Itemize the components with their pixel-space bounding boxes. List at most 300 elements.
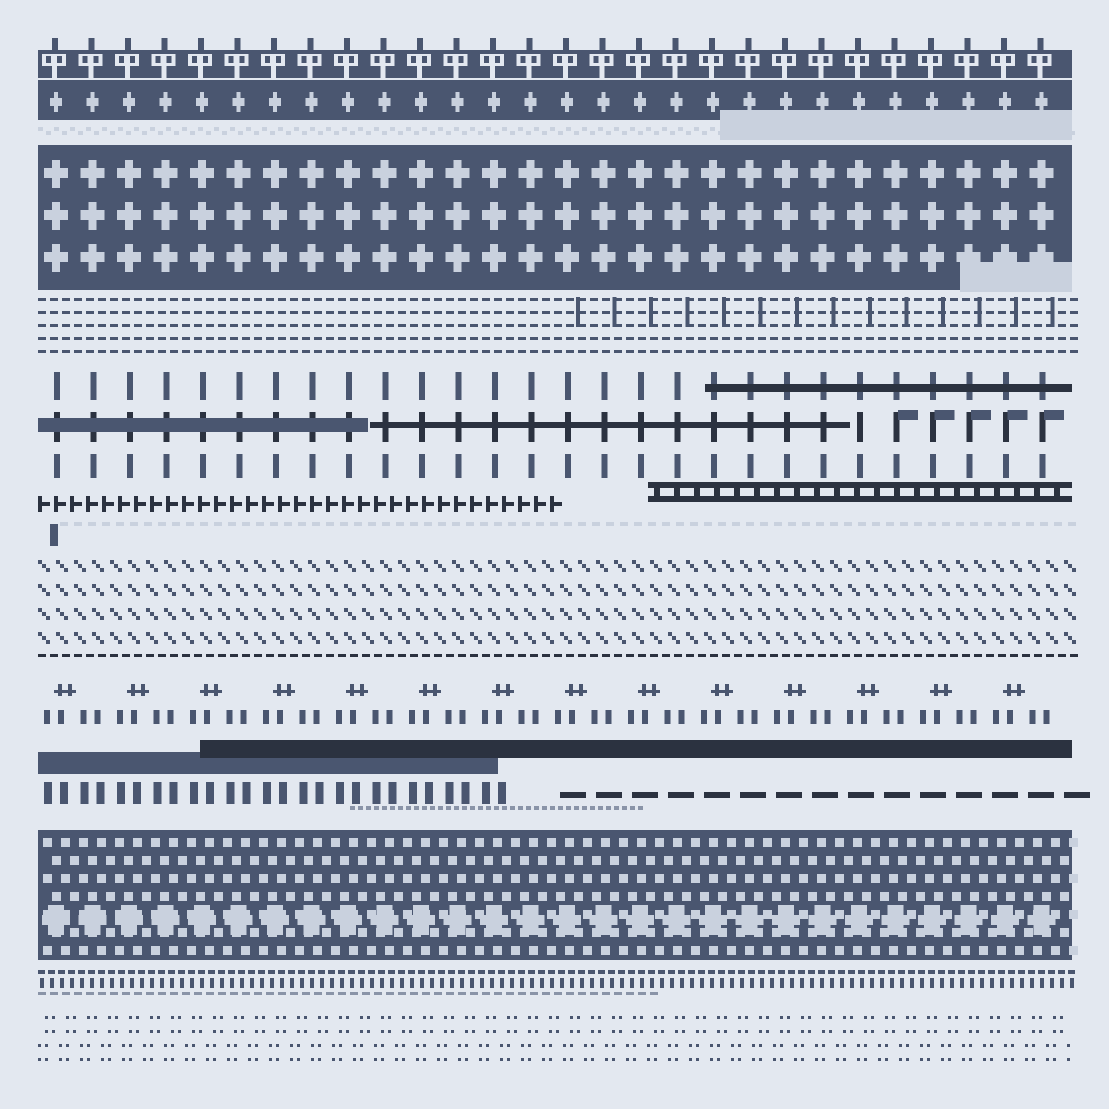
- wave-motif: [701, 710, 707, 724]
- checker-motif: [151, 874, 160, 883]
- checker-motif: [862, 856, 871, 865]
- dot-motif: [564, 522, 572, 526]
- dash-motif: [314, 337, 322, 340]
- arrow-motif: [1028, 632, 1032, 636]
- dot-motif: [402, 1016, 405, 1019]
- cross-motif: [738, 168, 762, 178]
- arrow-motif: [208, 568, 212, 572]
- dot-motif: [801, 1030, 804, 1033]
- dash-motif: [422, 654, 430, 657]
- dash-motif: [338, 350, 346, 353]
- dash-motif: [950, 350, 958, 353]
- tree-motif: [965, 38, 971, 52]
- dash-motif: [1034, 350, 1042, 353]
- dash-motif: [302, 298, 310, 301]
- arrow-motif: [60, 612, 64, 616]
- dash-motif: [1028, 792, 1054, 798]
- arrow-motif: [560, 632, 564, 636]
- dash-motif: [746, 311, 754, 314]
- arrow-motif: [452, 608, 456, 612]
- dot-motif: [381, 1044, 384, 1047]
- dot-motif: [878, 970, 885, 974]
- arrow-motif: [240, 636, 244, 640]
- cross-motif: [957, 252, 981, 262]
- arrow-motif: [456, 636, 460, 640]
- arrow-motif: [298, 568, 302, 572]
- arrow-motif: [488, 584, 492, 588]
- dot-motif: [130, 978, 134, 988]
- checker-motif: [763, 874, 772, 883]
- arrow-motif: [434, 608, 438, 612]
- arrow-motif: [920, 560, 924, 564]
- dot-motif: [234, 1058, 237, 1061]
- arrow-motif: [96, 636, 100, 640]
- checker-motif: [664, 892, 673, 901]
- dot-motif: [906, 1044, 909, 1047]
- dot-motif: [80, 978, 84, 988]
- arrow-motif: [884, 584, 888, 588]
- cross-motif: [373, 252, 397, 262]
- arrow-motif: [816, 564, 820, 568]
- dash-motif: [1034, 324, 1042, 327]
- dot-motif: [752, 1044, 755, 1047]
- dot-motif: [1018, 1016, 1021, 1019]
- dot-motif: [724, 1016, 727, 1019]
- dash-motif: [740, 792, 766, 798]
- arrow-motif: [726, 636, 730, 640]
- bar-motif: [426, 502, 434, 506]
- arrow-motif: [82, 592, 86, 596]
- arrow-motif: [636, 636, 640, 640]
- arrow-motif: [622, 568, 626, 572]
- dash-motif: [518, 992, 526, 995]
- dot-motif: [1000, 978, 1004, 988]
- dash-motif: [506, 311, 514, 314]
- dash-motif: [596, 792, 622, 798]
- tree-motif: [454, 66, 459, 80]
- checker-motif: [970, 856, 979, 865]
- dot-motif: [628, 970, 635, 974]
- dot-motif: [452, 522, 460, 526]
- arrow-motif: [118, 616, 122, 620]
- dot-motif: [960, 978, 964, 988]
- arrow-motif: [46, 568, 50, 572]
- wave-motif: [154, 782, 162, 804]
- dot-motif: [234, 1030, 237, 1033]
- dot-motif: [864, 1016, 867, 1019]
- arrow-motif: [1068, 588, 1072, 592]
- arrow-motif: [748, 616, 752, 620]
- bar-motif: [314, 502, 322, 506]
- tree-motif: [933, 56, 938, 63]
- arrow-motif: [874, 640, 878, 644]
- checker-motif: [322, 856, 331, 865]
- dash-motif: [158, 654, 166, 657]
- dot-motif: [241, 1016, 244, 1019]
- arrow-motif: [704, 560, 708, 564]
- bar-motif: [994, 488, 1000, 500]
- arrow-motif: [118, 640, 122, 644]
- dash-motif: [290, 992, 298, 995]
- checker-motif: [628, 856, 637, 865]
- dot-motif: [290, 978, 294, 988]
- checker-motif: [638, 131, 643, 135]
- cross-motif: [482, 252, 506, 262]
- dot-motif: [410, 522, 418, 526]
- cross-motif: [991, 915, 1019, 925]
- checker-motif: [799, 874, 808, 883]
- dot-motif: [408, 970, 415, 974]
- dot-motif: [428, 970, 435, 974]
- dot-motif: [470, 978, 474, 988]
- wave-motif: [971, 710, 977, 724]
- dot-motif: [574, 806, 579, 810]
- checker-motif: [844, 892, 853, 901]
- tree-motif: [636, 38, 642, 52]
- arrow-motif: [510, 612, 514, 616]
- arrow-motif: [492, 564, 496, 568]
- tree-motif: [897, 56, 902, 63]
- checker-motif: [518, 127, 523, 131]
- checker-motif: [710, 127, 715, 131]
- dash-motif: [854, 311, 862, 314]
- bar-motif: [330, 502, 338, 506]
- arrow-motif: [276, 564, 280, 568]
- dash-motif: [194, 992, 202, 995]
- arrow-motif: [474, 636, 478, 640]
- cross-motif: [736, 915, 764, 925]
- tree-motif: [714, 56, 719, 63]
- arrow-motif: [348, 564, 352, 568]
- diamond-motif: [492, 92, 496, 112]
- cross-motif: [626, 915, 654, 925]
- dash-motif: [410, 298, 418, 301]
- arrow-motif: [722, 560, 726, 564]
- checker-motif: [340, 892, 349, 901]
- dash-motif: [1010, 654, 1018, 657]
- checker-motif: [655, 946, 664, 955]
- cross-motif: [336, 210, 360, 220]
- arrow-motif: [222, 564, 226, 568]
- checker-motif: [322, 892, 331, 901]
- tree-motif: [411, 56, 416, 63]
- dot-motif: [460, 978, 464, 988]
- dash-motif: [854, 324, 862, 327]
- dash-motif: [266, 337, 274, 340]
- dash-motif: [374, 324, 382, 327]
- tree-motif: [746, 66, 751, 80]
- dot-motif: [598, 970, 605, 974]
- arrow-motif: [834, 612, 838, 616]
- arrow-motif: [956, 584, 960, 588]
- post-motif: [54, 372, 60, 400]
- dash-motif: [632, 792, 658, 798]
- dot-motif: [59, 1044, 62, 1047]
- arrow-motif: [956, 608, 960, 612]
- arrow-motif: [578, 560, 582, 564]
- dash-motif: [638, 311, 646, 314]
- dash-motif: [122, 654, 130, 657]
- dash-motif: [890, 298, 898, 301]
- dot-motif: [958, 970, 965, 974]
- dash-motif: [218, 311, 226, 314]
- tree-motif: [119, 56, 124, 63]
- dot-motif: [144, 522, 152, 526]
- dash-motif: [230, 350, 238, 353]
- checker-motif: [214, 856, 223, 865]
- dash-motif: [458, 350, 466, 353]
- checker-motif: [54, 127, 59, 131]
- arrow-motif: [258, 612, 262, 616]
- bar-motif: [454, 496, 458, 512]
- arrow-motif: [132, 588, 136, 592]
- dot-motif: [350, 978, 354, 988]
- checker-motif: [126, 131, 131, 135]
- dash-motif: [482, 337, 490, 340]
- checker-motif: [142, 131, 147, 135]
- arrow-motif: [1036, 592, 1040, 596]
- checker-motif: [349, 946, 358, 955]
- diamond-motif: [784, 92, 788, 112]
- diamond-motif: [711, 92, 715, 112]
- checker-motif: [961, 838, 970, 847]
- dash-motif: [1034, 654, 1042, 657]
- arrow-motif: [334, 568, 338, 572]
- dot-motif: [479, 1044, 482, 1047]
- dash-motif: [302, 350, 310, 353]
- post-motif: [602, 454, 608, 478]
- tree-motif: [809, 54, 833, 66]
- dash-motif: [230, 992, 238, 995]
- dot-motif: [648, 522, 656, 526]
- dash-motif: [170, 337, 178, 340]
- arrow-motif: [456, 612, 460, 616]
- arrow-motif: [938, 560, 942, 564]
- dash-motif: [458, 992, 466, 995]
- dot-motif: [582, 806, 587, 810]
- cross-motif: [847, 210, 871, 220]
- dot-motif: [927, 1058, 930, 1061]
- arrow-motif: [510, 588, 514, 592]
- wave-motif: [482, 710, 488, 724]
- dot-motif: [948, 1044, 951, 1047]
- arrow-motif: [244, 568, 248, 572]
- bar-motif: [134, 496, 138, 512]
- dot-motif: [318, 1030, 321, 1033]
- dot-motif: [388, 1016, 391, 1019]
- dash-motif: [494, 350, 502, 353]
- dash-motif: [890, 311, 898, 314]
- dash-motif: [350, 311, 358, 314]
- dot-motif: [970, 522, 978, 526]
- dash-motif: [422, 992, 430, 995]
- arrow-motif: [586, 640, 590, 644]
- cross-motif: [519, 168, 543, 178]
- post-motif: [419, 454, 425, 478]
- wave-motif: [389, 782, 397, 804]
- cross-motif: [884, 252, 908, 262]
- arrow-motif: [100, 640, 104, 644]
- dash-motif: [830, 350, 838, 353]
- dot-motif: [570, 1030, 573, 1033]
- post-motif: [1051, 297, 1055, 327]
- dash-motif: [314, 311, 322, 314]
- dot-motif: [514, 1016, 517, 1019]
- dash-motif: [848, 792, 874, 798]
- arrow-motif: [614, 560, 618, 564]
- arrow-motif: [578, 608, 582, 612]
- dot-motif: [157, 1030, 160, 1033]
- arrow-motif: [582, 588, 586, 592]
- dot-motif: [80, 1058, 83, 1061]
- arrow-motif: [406, 568, 410, 572]
- checker-motif: [439, 874, 448, 883]
- bar-motif: [410, 502, 418, 506]
- dash-motif: [278, 324, 286, 327]
- dot-motif: [227, 1058, 230, 1061]
- dot-motif: [66, 1044, 69, 1047]
- tree-motif: [955, 54, 979, 66]
- arrow-motif: [946, 568, 950, 572]
- dash-motif: [446, 298, 454, 301]
- arrow-motif: [938, 632, 942, 636]
- dot-motif: [150, 978, 154, 988]
- checker-motif: [79, 838, 88, 847]
- tree-motif: [626, 54, 650, 66]
- dot-motif: [794, 1058, 797, 1061]
- dash-motif: [458, 324, 466, 327]
- dot-motif: [899, 1058, 902, 1061]
- dash-motif: [254, 311, 262, 314]
- dash-motif: [782, 298, 790, 301]
- arrow-motif: [82, 640, 86, 644]
- arrow-motif: [564, 612, 568, 616]
- checker-motif: [223, 838, 232, 847]
- dot-motif: [378, 970, 385, 974]
- arrow-motif: [168, 636, 172, 640]
- dot-motif: [213, 1016, 216, 1019]
- wave-motif: [1030, 710, 1036, 724]
- bar-motif: [170, 502, 178, 506]
- arrow-motif: [470, 560, 474, 564]
- arrow-motif: [186, 564, 190, 568]
- cross-motif: [920, 168, 944, 178]
- dot-motif: [661, 1030, 664, 1033]
- dot-motif: [278, 970, 285, 974]
- arrow-motif: [496, 640, 500, 644]
- dot-motif: [759, 1016, 762, 1019]
- dot-motif: [366, 806, 371, 810]
- arrow-motif: [384, 588, 388, 592]
- dot-motif: [718, 522, 726, 526]
- dot-motif: [122, 1044, 125, 1047]
- bar-motif: [38, 496, 42, 512]
- arrow-motif: [474, 564, 478, 568]
- dash-motif: [314, 992, 322, 995]
- dash-motif: [362, 337, 370, 340]
- dot-motif: [948, 1030, 951, 1033]
- post-motif: [492, 454, 498, 478]
- dash-motif: [734, 337, 742, 340]
- checker-motif: [720, 110, 1072, 140]
- dot-motif: [70, 978, 74, 988]
- tree-motif: [740, 56, 745, 63]
- dot-motif: [718, 970, 725, 974]
- tree-motif: [308, 38, 314, 52]
- dot-motif: [612, 1044, 615, 1047]
- dot-motif: [620, 978, 624, 988]
- post-motif: [346, 372, 352, 400]
- arrow-motif: [550, 592, 554, 596]
- cross-motif: [774, 168, 798, 178]
- dot-motif: [969, 1030, 972, 1033]
- cross-motif: [957, 210, 981, 220]
- checker-motif: [694, 127, 699, 131]
- dot-motif: [920, 1058, 923, 1061]
- dot-motif: [340, 522, 348, 526]
- dash-motif: [614, 350, 622, 353]
- checker-motif: [934, 856, 943, 865]
- dot-motif: [1011, 1058, 1014, 1061]
- dot-motif: [660, 978, 664, 988]
- wave-motif: [665, 710, 671, 724]
- dot-motif: [675, 1030, 678, 1033]
- dash-motif: [662, 654, 670, 657]
- wave-motif: [642, 710, 648, 724]
- dash-motif: [398, 992, 406, 995]
- arrow-motif: [294, 636, 298, 640]
- tree-motif: [302, 56, 307, 63]
- dash-motif: [698, 324, 706, 327]
- dot-motif: [829, 1030, 832, 1033]
- bar-motif: [298, 502, 306, 506]
- dot-motif: [745, 1016, 748, 1019]
- dot-motif: [437, 1044, 440, 1047]
- checker-motif: [781, 874, 790, 883]
- dot-motif: [494, 806, 499, 810]
- cross-motif: [409, 210, 433, 220]
- cross-motif: [555, 168, 579, 178]
- dot-motif: [238, 970, 245, 974]
- dot-motif: [311, 1044, 314, 1047]
- arrow-motif: [312, 588, 316, 592]
- dot-motif: [346, 1030, 349, 1033]
- dot-motif: [416, 1044, 419, 1047]
- arrow-motif: [794, 560, 798, 564]
- cross-motif: [957, 168, 981, 178]
- cross-motif: [517, 915, 545, 925]
- arrow-motif: [254, 608, 258, 612]
- dash-motif: [530, 350, 538, 353]
- arrow-motif: [528, 612, 532, 616]
- cross-motif: [882, 915, 910, 925]
- arrow-motif: [676, 640, 680, 644]
- dot-motif: [87, 1044, 90, 1047]
- arrow-motif: [398, 584, 402, 588]
- arrow-motif: [550, 616, 554, 620]
- checker-motif: [727, 910, 736, 919]
- tree-motif: [1043, 56, 1048, 63]
- arrow-motif: [582, 564, 586, 568]
- dash-motif: [494, 324, 502, 327]
- checker-motif: [79, 874, 88, 883]
- wave-motif: [555, 710, 561, 724]
- dash-motif: [638, 992, 646, 995]
- checker-motif: [223, 946, 232, 955]
- tree-motif: [630, 56, 635, 63]
- dash-motif: [350, 337, 358, 340]
- tree-motif: [819, 38, 825, 52]
